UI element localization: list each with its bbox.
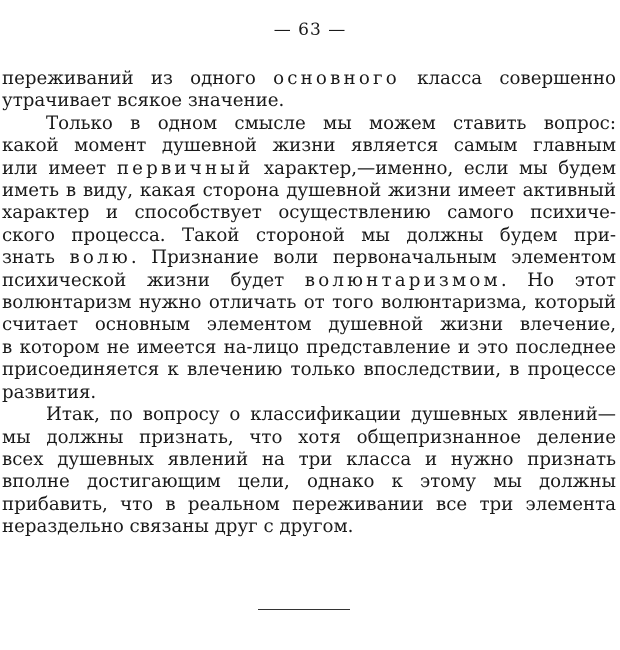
text-line bbox=[2, 90, 616, 112]
page-number: — 63 — bbox=[273, 20, 347, 40]
text-line bbox=[2, 158, 616, 180]
text-segment: развития. bbox=[2, 381, 97, 403]
emphasized-word: основного bbox=[273, 68, 400, 89]
text-line bbox=[2, 427, 616, 449]
text-line bbox=[2, 247, 616, 269]
text-segment: считает основным элементом душевной жизни влечение, bbox=[2, 314, 616, 336]
text-line bbox=[2, 113, 616, 135]
text-line bbox=[2, 494, 616, 516]
text-segment: иметь в виду, какая сторона душевной жизни имеет активный bbox=[2, 180, 616, 202]
text-segment: нераздельно связаны друг с другом. bbox=[2, 516, 354, 538]
text-line bbox=[2, 202, 616, 224]
text-segment: Итак, по вопросу о классификации душевных явлений— bbox=[46, 404, 616, 426]
text-segment: Только в одном смысле мы можем ставить вопрос: bbox=[46, 112, 616, 134]
emphasized-word: волю bbox=[69, 247, 131, 269]
paragraph bbox=[2, 113, 616, 404]
text-line bbox=[2, 516, 616, 538]
emphasized-word: первичный bbox=[116, 157, 254, 179]
text-line bbox=[2, 314, 616, 336]
text-segment: всех душевных явлений на три класса и нужно признать bbox=[2, 448, 616, 470]
text-segment: ского процесса. Такой стороной мы должны будем при- bbox=[2, 224, 616, 246]
text-segment: знать bbox=[2, 247, 70, 269]
text-segment: вполне достигающим цели, однако к этому мы должны bbox=[2, 471, 616, 493]
text-line bbox=[2, 359, 616, 381]
text-line bbox=[2, 225, 616, 247]
text-segment: прибавить, что в реальном переживании все три элемента bbox=[2, 493, 616, 515]
text-segment: в котором не имеется на-лицо представление и это последнее bbox=[2, 336, 616, 358]
text-segment: психической жизни будет bbox=[2, 269, 305, 291]
text-line bbox=[2, 404, 616, 426]
text-segment: волюнтаризм нужно отличать от того волюнтаризма, который bbox=[2, 292, 616, 314]
text-line bbox=[2, 180, 616, 202]
text-line bbox=[2, 449, 616, 471]
text-segment: утрачивает всякое значение. bbox=[2, 90, 285, 112]
text-segment: характер,—именно, если мы будем bbox=[253, 157, 617, 179]
text-segment: класса совершенно bbox=[399, 68, 616, 89]
text-segment: или имеет bbox=[2, 157, 117, 179]
text-line bbox=[2, 292, 616, 314]
text-segment: . Но этот bbox=[500, 269, 616, 291]
text-segment: мы должны признать, что хотя общепризнанное деление bbox=[2, 426, 616, 448]
text-line bbox=[2, 68, 616, 90]
section-divider bbox=[258, 609, 350, 610]
paragraph bbox=[2, 404, 616, 538]
text-segment: присоединяется к влечению только впоследствии, в процессе bbox=[2, 359, 616, 381]
text-segment: переживаний из одного bbox=[2, 68, 274, 89]
text-segment: какой момент душевной жизни является самым главным bbox=[2, 135, 616, 157]
paragraph bbox=[2, 68, 616, 113]
text-segment: характер и способствует осуществлению самого психиче- bbox=[2, 202, 616, 224]
text-segment: . Признание воли первоначальным элементом bbox=[130, 247, 616, 269]
text-line bbox=[2, 471, 616, 493]
emphasized-word: волюнтаризмом bbox=[304, 269, 501, 291]
text-line bbox=[2, 382, 616, 404]
text-line bbox=[2, 337, 616, 359]
text-line bbox=[2, 135, 616, 157]
text-line bbox=[2, 270, 616, 292]
text-body bbox=[2, 68, 616, 539]
